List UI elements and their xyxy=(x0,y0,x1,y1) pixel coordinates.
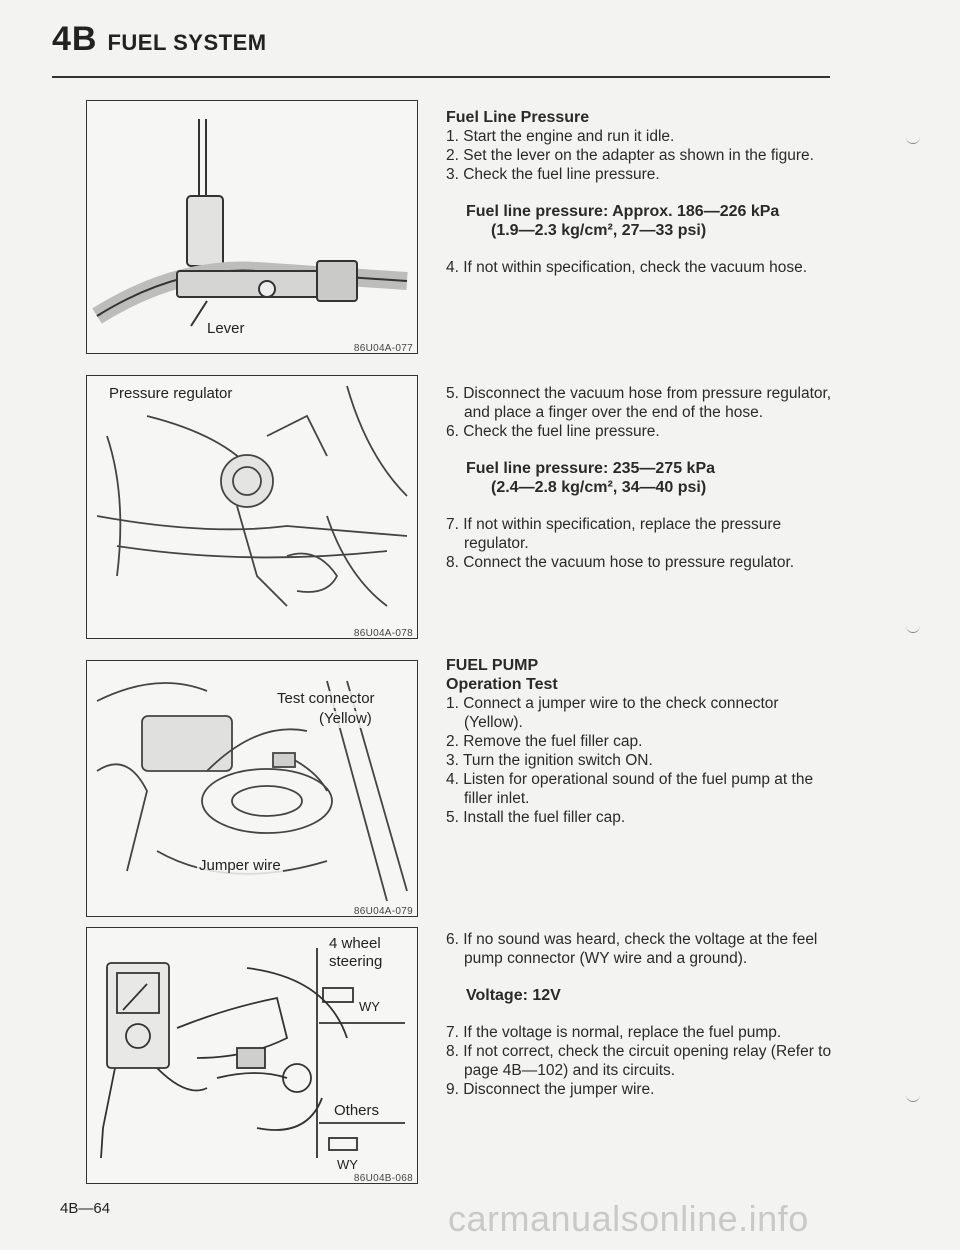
watermark: carmanualsonline.info xyxy=(448,1198,809,1239)
label-test-connector: Test connector xyxy=(277,690,375,707)
step: 7. If not within specification, replace the pressure regulator. xyxy=(446,516,782,552)
step: 5. Install the fuel filler cap. xyxy=(446,809,626,826)
figure-pressure-regulator xyxy=(86,375,418,639)
step: 8. If not correct, check the circuit opening relay (Refer to page 4B—102) and its circuits. xyxy=(446,1043,832,1079)
step: 9. Disconnect the jumper wire. xyxy=(446,1081,655,1098)
margin-mark xyxy=(906,1093,920,1102)
step: 5. Disconnect the vacuum hose from pressure regulator, and place a finger over the end of the hose. xyxy=(446,385,832,421)
section-fuel-line-pressure-2 xyxy=(446,384,836,572)
section-fuel-line-pressure-1 xyxy=(446,108,836,277)
step: 1. Connect a jumper wire to the check connector (Yellow). xyxy=(446,695,779,731)
step: 6. Check the fuel line pressure. xyxy=(446,423,660,440)
pressure-regulator-illustration xyxy=(87,376,417,638)
step: 8. Connect the vacuum hose to pressure regulator. xyxy=(446,554,795,571)
spec-pressure-2-units: (2.4—2.8 kg/cm², 34—40 psi) xyxy=(491,479,707,496)
subheading-operation-test: Operation Test xyxy=(446,676,558,693)
header-rule xyxy=(52,76,830,78)
figure-code: 86U04B-068 xyxy=(353,1173,413,1184)
spec-voltage: Voltage: 12V xyxy=(466,987,561,1004)
section-voltage-check xyxy=(446,930,836,1099)
margin-mark xyxy=(906,135,920,144)
heading-fuel-line-pressure: Fuel Line Pressure xyxy=(446,109,590,126)
figure-lever xyxy=(86,100,418,354)
step: 3. Check the fuel line pressure. xyxy=(446,166,660,183)
label-lever: Lever xyxy=(207,320,245,337)
section-title: FUEL SYSTEM xyxy=(107,30,267,55)
section-fuel-pump xyxy=(446,656,836,827)
label-4-wheel: 4 wheel xyxy=(329,935,381,952)
section-code: 4B xyxy=(52,20,98,58)
page-number: 4B—64 xyxy=(60,1200,111,1217)
lever-illustration xyxy=(87,101,417,353)
step: 4. If not within specification, check the vacuum hose. xyxy=(446,259,807,276)
figure-code: 86U04A-078 xyxy=(353,628,413,639)
figure-voltage-check xyxy=(86,927,418,1184)
spec-pressure-1: Fuel line pressure: Approx. 186—226 kPa xyxy=(466,203,780,220)
heading-fuel-pump: FUEL PUMP xyxy=(446,657,539,674)
label-others: Others xyxy=(334,1102,380,1119)
figure-code: 86U04A-077 xyxy=(353,343,413,354)
step: 7. If the voltage is normal, replace the fuel pump. xyxy=(446,1024,782,1041)
step: 1. Start the engine and run it idle. xyxy=(446,128,675,145)
label-jumper-wire: Jumper wire xyxy=(199,857,281,874)
margin-mark xyxy=(906,624,920,633)
step: 2. Set the lever on the adapter as shown in the figure. xyxy=(446,147,814,164)
label-yellow: (Yellow) xyxy=(319,710,372,727)
step: 4. Listen for operational sound of the fuel pump at the filler inlet. xyxy=(446,771,814,807)
label-steering: steering xyxy=(329,953,383,970)
spec-pressure-1-units: (1.9—2.3 kg/cm², 27—33 psi) xyxy=(491,222,707,239)
figure-code: 86U04A-079 xyxy=(353,906,413,917)
label-wy-top: WY xyxy=(359,999,380,1014)
step: 2. Remove the fuel filler cap. xyxy=(446,733,643,750)
page-header xyxy=(52,20,267,59)
step: 3. Turn the ignition switch ON. xyxy=(446,752,653,769)
label-wy-bottom: WY xyxy=(337,1157,358,1172)
spec-pressure-2: Fuel line pressure: 235—275 kPa xyxy=(466,460,716,477)
step: 6. If no sound was heard, check the voltage at the feel pump connector (WY wire and a ground). xyxy=(446,931,818,967)
figure-test-connector xyxy=(86,660,418,917)
label-pressure-regulator: Pressure regulator xyxy=(109,385,233,402)
